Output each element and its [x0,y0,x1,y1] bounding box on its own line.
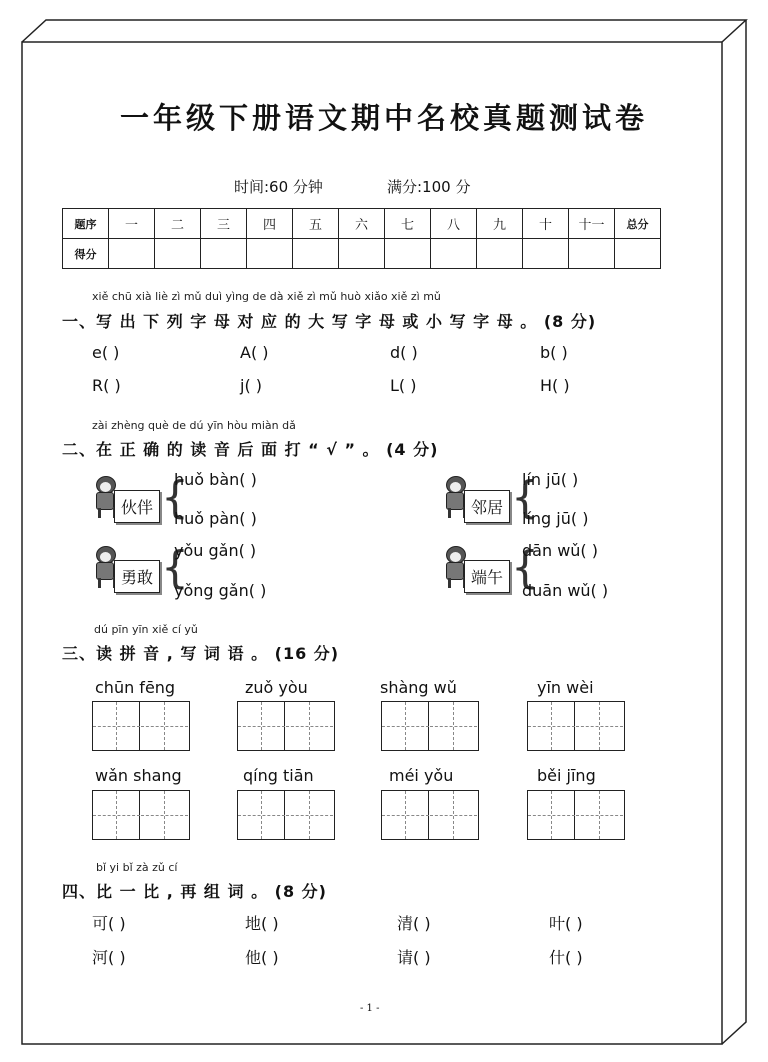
q1-item: L( ) [390,376,417,395]
q3-word-pinyin: méi yǒu [389,766,454,785]
writing-grid[interactable] [92,790,190,840]
score-cell-header: 三 [201,209,247,239]
brace-icon: { [511,472,539,523]
q1-item: d( ) [390,343,418,362]
score-cell [155,239,201,269]
score-cell-header: 九 [477,209,523,239]
score-cell-header: 一 [109,209,155,239]
score-cell-header: 十一 [569,209,615,239]
score-cell [615,239,661,269]
q3-word-pinyin: chūn fēng [95,678,176,697]
q2-option: yǒu gǎn( ) [174,541,257,560]
q3-word-pinyin: zuǒ yòu [245,678,308,697]
score-cell-header: 七 [385,209,431,239]
q4-title: 四、比 一 比 , 再 组 词 。 (8 分) [62,882,327,901]
q1-title: 一、写 出 下 列 字 母 对 应 的 大 写 字 母 或 小 写 字 母 。 (8 分) [62,312,597,331]
score-table-header-row [63,209,661,239]
score-cell-header: 题序 [63,209,109,239]
score-cell-header: 总分 [615,209,661,239]
q4-item: 可( ) [92,914,126,933]
writing-grid[interactable] [92,701,190,751]
exam-time: 时间:60 分钟 [234,178,323,196]
q3-word-pinyin: shàng wǔ [380,678,457,697]
q1-item: j( ) [240,376,263,395]
score-cell-header: 六 [339,209,385,239]
score-cell-header: 二 [155,209,201,239]
score-cell [431,239,477,269]
q3-pinyin: dú pīn yīn xiě cí yǔ [94,623,198,636]
q3-word-pinyin: qíng tiān [243,766,314,785]
score-cell [109,239,155,269]
score-cell [247,239,293,269]
q4-pinyin: bǐ yi bǐ zà zǔ cí [96,861,178,874]
q2-option: líng jū( ) [522,509,589,528]
q4-item: 他( ) [245,948,279,967]
word-sign: 邻居 [464,490,510,523]
score-table-score-row [63,239,661,269]
score-cell-header: 八 [431,209,477,239]
writing-grid[interactable] [237,701,335,751]
q3-word-pinyin: běi jīng [537,766,596,785]
q4-item: 清( ) [397,914,431,933]
q2-option: dān wǔ( ) [522,541,598,560]
score-cell [523,239,569,269]
q1-item: b( ) [540,343,568,362]
q1-pinyin: xiě chū xià liè zì mǔ duì yìng de dà xiě zì mǔ huò xiǎo xiě zì mǔ [92,290,441,303]
writing-grid[interactable] [381,701,479,751]
page-number: - 1 - [360,1003,380,1014]
exam-full-score: 满分:100 分 [387,178,471,196]
brace-icon: { [161,542,189,593]
q3-word-pinyin: wǎn shang [95,766,182,785]
q4-item: 什( ) [549,948,583,967]
q2-pinyin: zài zhèng què de dú yīn hòu miàn dǎ [92,419,296,432]
q4-item: 叶( ) [549,914,583,933]
score-cell [385,239,431,269]
score-cell-header: 五 [293,209,339,239]
score-cell [477,239,523,269]
q3-title: 三、读 拼 音 , 写 词 语 。 (16 分) [62,644,340,663]
q1-item: H( ) [540,376,570,395]
word-sign: 勇敢 [114,560,160,593]
q2-option: huǒ pàn( ) [174,509,257,528]
word-sign: 伙伴 [114,490,160,523]
word-sign: 端午 [464,560,510,593]
score-cell [201,239,247,269]
brace-icon: { [511,542,539,593]
q2-title: 二、在 正 确 的 读 音 后 面 打 “ √ ” 。 (4 分) [62,440,439,459]
score-table [62,208,661,269]
q4-item: 地( ) [245,914,279,933]
score-cell [293,239,339,269]
brace-icon: { [161,472,189,523]
q2-option: duān wǔ( ) [522,581,609,600]
q2-option: huǒ bàn( ) [174,470,257,489]
writing-grid[interactable] [381,790,479,840]
q2-option: lín jū( ) [522,470,579,489]
score-cell [569,239,615,269]
q1-item: A( ) [240,343,269,362]
score-cell-header: 十 [523,209,569,239]
score-row-label: 得分 [63,239,109,269]
q1-item: e( ) [92,343,120,362]
page-title: 一年级下册语文期中名校真题测试卷 [119,101,648,135]
q4-item: 请( ) [397,948,431,967]
writing-grid[interactable] [527,701,625,751]
score-cell [339,239,385,269]
writing-grid[interactable] [237,790,335,840]
q4-item: 河( ) [92,948,126,967]
q2-option: yǒng gǎn( ) [174,581,267,600]
q3-word-pinyin: yīn wèi [537,678,594,697]
writing-grid[interactable] [527,790,625,840]
score-cell-header: 四 [247,209,293,239]
q1-item: R( ) [92,376,121,395]
